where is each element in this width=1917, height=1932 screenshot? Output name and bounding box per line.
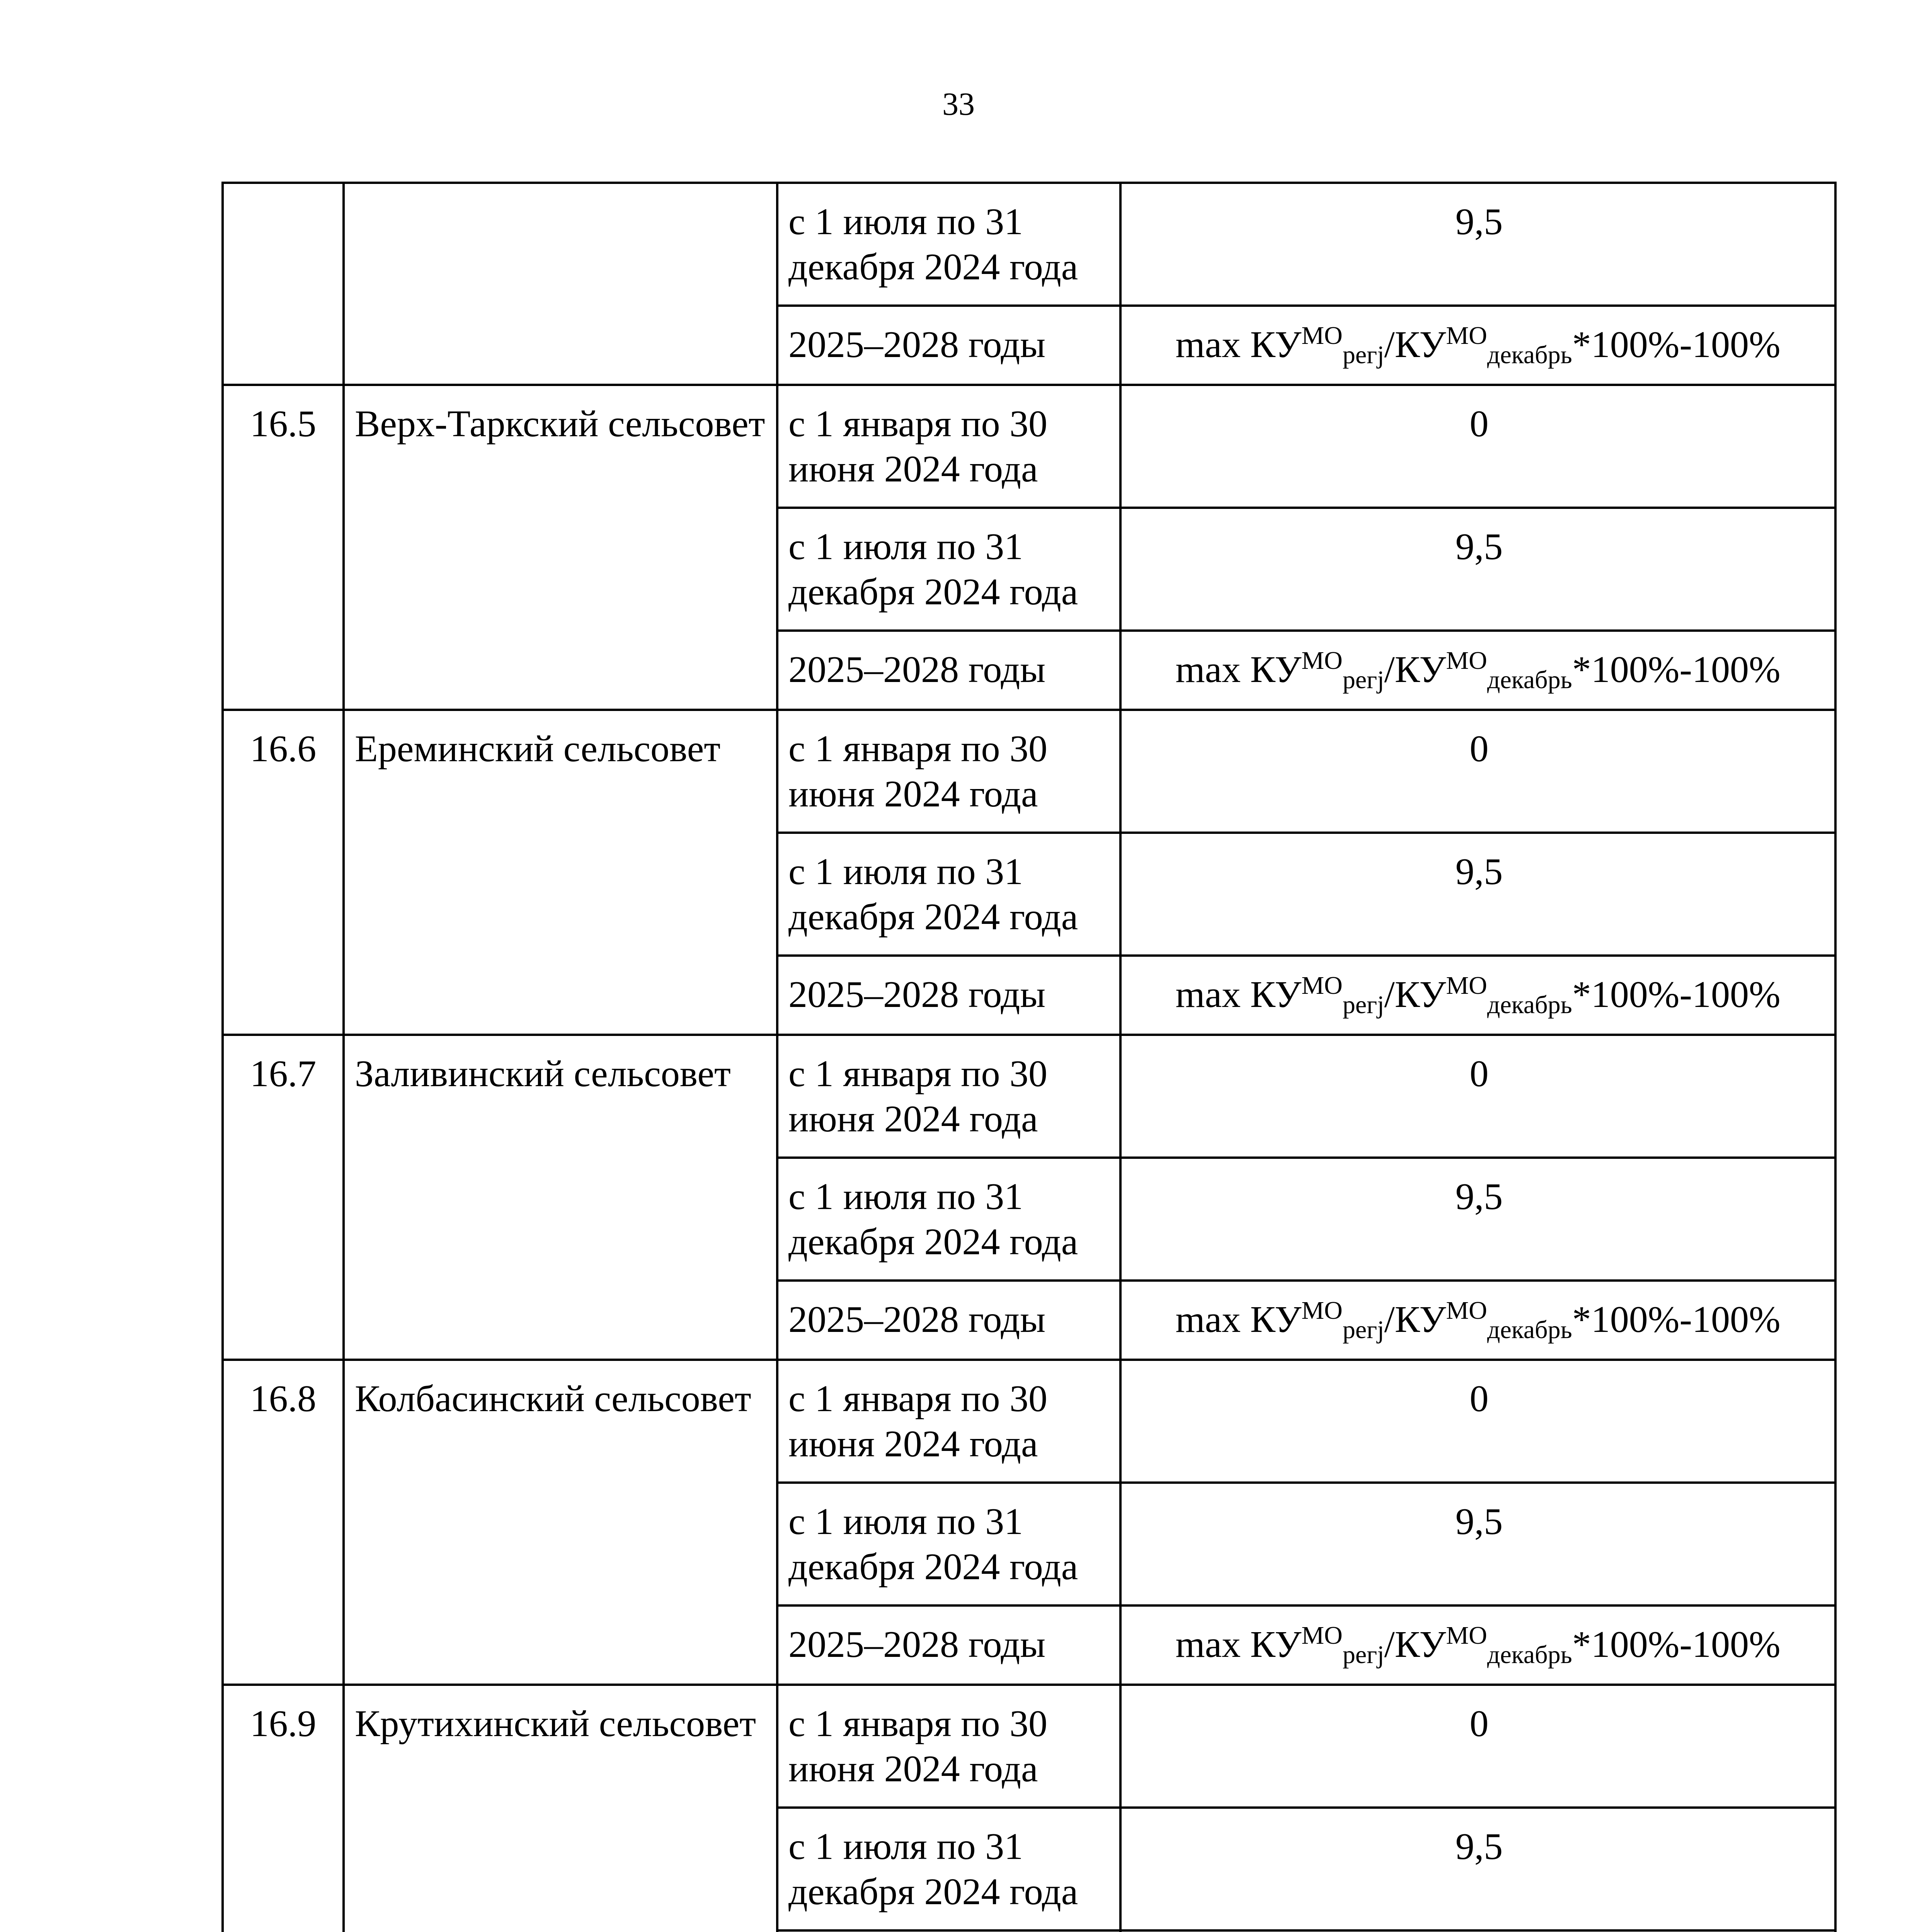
period-cell: с 1 июля по 31 декабря 2024 года [777,1158,1120,1281]
formula-sup: МО [1446,971,1487,1000]
formula-suffix: *100%-100% [1572,974,1781,1015]
formula-cell [1120,1281,1835,1360]
formula-cell [1120,1605,1835,1685]
formula-sup: МО [1301,1621,1343,1650]
formula-sup: МО [1446,321,1487,350]
period-cell: с 1 июля по 31 декабря 2024 года [777,833,1120,956]
period-cell: 2025–2028 годы [777,631,1120,710]
settlement-name: Колбасинский сельсовет [344,1360,777,1685]
formula-sub-reg: регj [1342,1316,1384,1344]
period-cell: 2025–2028 годы [777,1605,1120,1685]
value-cell: 0 [1120,1685,1835,1808]
settlement-name: Заливинский сельсовет [344,1035,777,1360]
page-number: 33 [942,86,975,122]
formula-suffix: *100%-100% [1572,1299,1781,1340]
formula-prefix: max КУ [1175,1299,1302,1340]
table-row [223,385,1835,508]
period-cell: с 1 января по 30 июня 2024 года [777,385,1120,508]
formula-sup: МО [1301,971,1343,1000]
value-cell: 9,5 [1120,183,1835,306]
table-row [223,1685,1835,1808]
formula-prefix: max КУ [1175,974,1302,1015]
formula-sup: МО [1446,1296,1487,1325]
formula-sup: МО [1301,646,1343,675]
item-number: 16.8 [223,1360,344,1685]
formula-sup: МО [1446,1621,1487,1650]
formula-suffix: *100%-100% [1572,649,1781,690]
value-cell: 0 [1120,1035,1835,1158]
value-cell: 0 [1120,710,1835,833]
formula-sup: МО [1446,646,1487,675]
value-cell: 9,5 [1120,1483,1835,1605]
item-number: 16.6 [223,710,344,1035]
formula-slash: /КУ [1384,1299,1446,1340]
formula-sub-dec: декабрь [1487,1316,1572,1344]
table-row [223,710,1835,833]
formula-sub-dec: декабрь [1487,341,1572,369]
formula-sub-reg: регj [1342,991,1384,1019]
table-body [223,183,1835,1932]
item-number: 16.5 [223,385,344,710]
period-cell [777,1930,1120,1932]
item-number: 16.7 [223,1035,344,1360]
value-cell: 9,5 [1120,1808,1835,1930]
empty-num-cell [223,183,344,385]
value-cell: 0 [1120,385,1835,508]
formula-prefix: max КУ [1175,1624,1302,1665]
formula-sub-dec: декабрь [1487,1641,1572,1669]
value-cell: 9,5 [1120,1158,1835,1281]
formula-cell [1120,956,1835,1035]
period-cell: с 1 января по 30 июня 2024 года [777,1360,1120,1483]
value-cell: 0 [1120,1360,1835,1483]
formula-sub-reg: регj [1342,666,1384,694]
formula-sub-dec: декабрь [1487,666,1572,694]
period-cell: с 1 июля по 31 декабря 2024 года [777,1808,1120,1930]
value-cell: 9,5 [1120,833,1835,956]
formula-prefix: max КУ [1175,649,1302,690]
period-cell: с 1 июля по 31 декабря 2024 года [777,508,1120,631]
settlement-name: Ереминский сельсовет [344,710,777,1035]
formula-sub-reg: регj [1342,1641,1384,1669]
formula-cell [1120,631,1835,710]
period-cell: с 1 января по 30 июня 2024 года [777,1685,1120,1808]
formula-slash: /КУ [1384,1624,1446,1665]
period-cell: 2025–2028 годы [777,1281,1120,1360]
settlement-name: Верх-Таркский сельсовет [344,385,777,710]
formula-slash: /КУ [1384,974,1446,1015]
period-cell: с 1 июля по 31 декабря 2024 года [777,183,1120,306]
table-row [223,1035,1835,1158]
formula-suffix: *100%-100% [1572,1624,1781,1665]
table-row [223,1360,1835,1483]
formula-cell [1120,1930,1835,1932]
settlement-name: Крутихинский сельсовет [344,1685,777,1932]
formula-suffix: *100%-100% [1572,324,1781,366]
formula-sup: МО [1301,1296,1343,1325]
item-number: 16.9 [223,1685,344,1932]
period-cell: с 1 января по 30 июня 2024 года [777,710,1120,833]
period-cell: 2025–2028 годы [777,956,1120,1035]
period-cell: 2025–2028 годы [777,306,1120,385]
formula-slash: /КУ [1384,324,1446,366]
formula-cell [1120,306,1835,385]
period-cell: с 1 января по 30 июня 2024 года [777,1035,1120,1158]
period-cell: с 1 июля по 31 декабря 2024 года [777,1483,1120,1605]
table-row [223,183,1835,306]
formula-slash: /КУ [1384,649,1446,690]
empty-name-cell [344,183,777,385]
formula-sup: МО [1301,321,1343,350]
formula-prefix: max КУ [1175,324,1302,366]
value-cell: 9,5 [1120,508,1835,631]
tariff-table [221,182,1837,1932]
formula-sub-reg: регj [1342,341,1384,369]
formula-sub-dec: декабрь [1487,991,1572,1019]
